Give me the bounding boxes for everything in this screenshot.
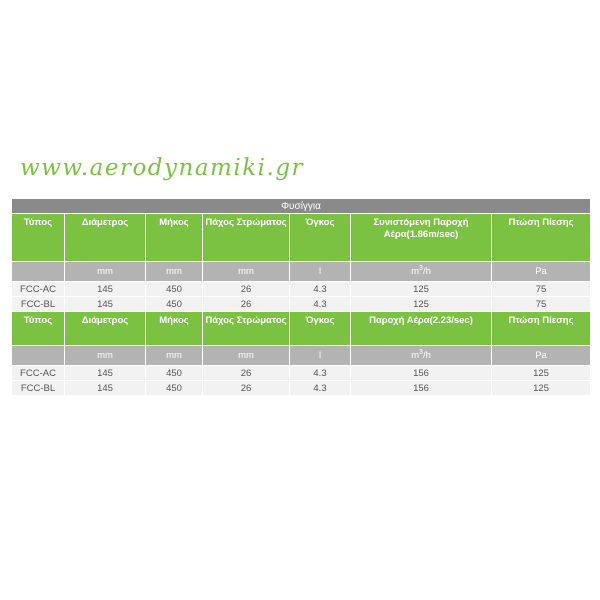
cell-diameter: 145: [65, 366, 145, 380]
unit-length: mm: [146, 262, 202, 281]
cell-type: FCC-BL: [12, 381, 64, 395]
cell-volume: 4.3: [290, 366, 350, 380]
table-row: [12, 282, 590, 296]
unit-airflow: $m^3/h$: [351, 262, 491, 281]
cell-type: FCC-AC: [12, 282, 64, 296]
site-url: www.aerodynamiki.gr: [20, 155, 305, 181]
header-type: Τύπος: [12, 312, 64, 345]
cell-length: 450: [146, 366, 202, 380]
header-length: Μήκος: [146, 214, 202, 261]
header-thickness: Πάχος Στρώματος: [203, 312, 289, 345]
unit-diameter: mm: [65, 262, 145, 281]
cell-pressure-drop: 75: [492, 282, 590, 296]
header-length: Μήκος: [146, 312, 202, 345]
cell-pressure-drop: 75: [492, 297, 590, 311]
unit-pressure: Pa: [492, 262, 590, 281]
cell-length: 450: [146, 282, 202, 296]
cell-airflow: 156: [351, 381, 491, 395]
header-row: [12, 312, 590, 345]
unit-thickness: mm: [203, 346, 289, 365]
cell-thickness: 26: [203, 297, 289, 311]
unit-type: [12, 346, 64, 365]
unit-airflow: $m^3/h$: [351, 346, 491, 365]
header-volume: Όγκος: [290, 312, 350, 345]
cell-airflow: 125: [351, 297, 491, 311]
cell-volume: 4.3: [290, 297, 350, 311]
cell-thickness: 26: [203, 282, 289, 296]
unit-volume: l: [290, 262, 350, 281]
table-row: [12, 381, 590, 395]
header-pressure-drop: Πτώση Πίεσης: [492, 312, 590, 345]
cell-type: FCC-AC: [12, 366, 64, 380]
table-row: [12, 297, 590, 311]
units-row: [12, 262, 590, 281]
cell-diameter: 145: [65, 282, 145, 296]
cell-thickness: 26: [203, 381, 289, 395]
header-row: [12, 214, 590, 261]
unit-volume: l: [290, 346, 350, 365]
cell-type: FCC-BL: [12, 297, 64, 311]
cell-diameter: 145: [65, 381, 145, 395]
unit-diameter: mm: [65, 346, 145, 365]
cell-volume: 4.3: [290, 282, 350, 296]
header-airflow: Συνιστόμενη Παροχή Αέρα(1.86m/sec): [351, 214, 491, 261]
units-row: [12, 346, 590, 365]
unit-type: [12, 262, 64, 281]
table-title: Φυσίγγια: [12, 199, 590, 213]
header-airflow: Παροχή Αέρα(2.23/sec): [351, 312, 491, 345]
unit-thickness: mm: [203, 262, 289, 281]
header-diameter: Διάμετρος: [65, 312, 145, 345]
cell-length: 450: [146, 297, 202, 311]
cell-thickness: 26: [203, 366, 289, 380]
header-diameter: Διάμετρος: [65, 214, 145, 261]
cell-pressure-drop: 125: [492, 381, 590, 395]
cell-airflow: 125: [351, 282, 491, 296]
cell-volume: 4.3: [290, 381, 350, 395]
cell-diameter: 145: [65, 297, 145, 311]
unit-pressure: Pa: [492, 346, 590, 365]
header-thickness: Πάχος Στρώματος: [203, 214, 289, 261]
header-type: Τύπος: [12, 214, 64, 261]
spec-table: [11, 198, 591, 396]
header-pressure-drop: Πτώση Πίεσης: [492, 214, 590, 261]
table-row: [12, 366, 590, 380]
cell-airflow: 156: [351, 366, 491, 380]
cell-pressure-drop: 125: [492, 366, 590, 380]
header-volume: Όγκος: [290, 214, 350, 261]
table-title-row: [12, 199, 590, 213]
cell-length: 450: [146, 381, 202, 395]
unit-length: mm: [146, 346, 202, 365]
